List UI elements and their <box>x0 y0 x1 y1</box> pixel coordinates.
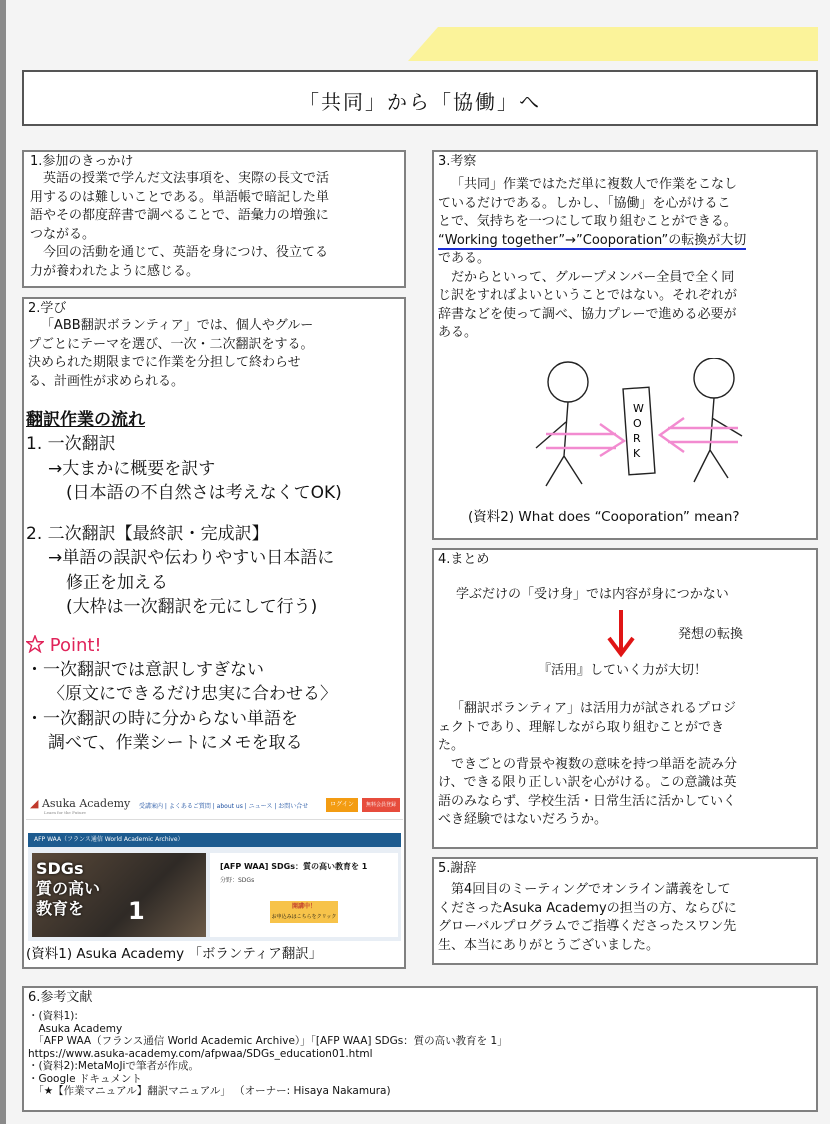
text-line: くださったAsuka Academyの担当の方、ならびに <box>438 900 737 916</box>
register-button: 無料会員登録 <box>362 798 400 812</box>
text-line: ェクトであり、理解しながら取り組むことができ <box>438 719 725 735</box>
archive-header: AFP WAA（フランス通信 World Academic Archive） <box>28 833 401 847</box>
highlight-line: “Working together”→”Cooporation”の転換が大切 <box>438 232 747 248</box>
stick-figure-right-head <box>694 358 734 398</box>
course-card <box>210 853 398 937</box>
section-heading: 4.まとめ <box>438 552 490 567</box>
step-line: (日本語の不自然さは考えなくてOK) <box>66 483 342 503</box>
text-line: 「ABB翻訳ボランティア」では、個人やグルー <box>41 318 314 333</box>
title-box <box>22 70 818 126</box>
section-discussion <box>432 150 818 540</box>
text-line: 用するのは難しいことである。単語帳で暗記した単 <box>30 189 330 205</box>
section-heading: 2.学び <box>28 301 67 316</box>
stick-figure-left-body <box>536 402 582 486</box>
text-line: 英語の授業で学んだ文法事項を、実際の長文で活 <box>43 171 330 186</box>
section-learning <box>22 297 406 969</box>
reference-line: 「★【作業マニュアル】翻訳マニュアル」 （オーナー: Hisaya Nakamura) <box>28 1085 391 1097</box>
course-title: [AFP WAA] SDGs：質の高い教育を 1 <box>220 862 368 871</box>
reference-line: Asuka Academy <box>28 1022 123 1035</box>
text-line: 辞書などを使って調べ、協力プレーで進める必要が <box>438 306 737 322</box>
reference-line: ・Google ドキュメント <box>28 1072 142 1085</box>
summary-line: 『活用』していく力が大切！ <box>538 663 708 678</box>
section-thanks <box>432 857 818 965</box>
down-arrow-icon <box>606 608 636 658</box>
site-nav: 受講案内 | よくあるご質問 | about us | ニュース | お問い合せ <box>139 803 309 810</box>
banner-corner <box>408 27 438 61</box>
pink-arrow-left <box>660 418 738 452</box>
text-line: できごとの背景や複数の意味を持つ単語を読み分 <box>451 756 738 772</box>
course-image <box>32 853 206 937</box>
section-heading: 3.考察 <box>438 154 477 169</box>
flow-title: 翻訳作業の流れ <box>26 410 145 430</box>
figure-caption: (資料1) Asuka Academy 「ボランティア翻訳」 <box>26 946 323 962</box>
work-letter: W <box>633 402 644 415</box>
work-letter: R <box>633 432 641 445</box>
text-line: グローバルプログラムでご指導くださったスワン先 <box>438 919 737 934</box>
site-logo: ◢ Asuka Academy Learn for the Future <box>30 797 131 815</box>
text-line: である。 <box>438 251 491 266</box>
text-line: 語やその都度辞書で調べることで、語彙力の増強に <box>30 208 329 223</box>
website-screenshot <box>26 793 403 943</box>
text-line: プごとにテーマを選び、一次・二次翻訳をする。 <box>28 336 314 352</box>
course-image-title: SDGs 質の高い 教育を <box>36 859 101 918</box>
work-letter: O <box>633 417 642 430</box>
text-line: 「翻訳ボランティア」は活用力が試されるプロジ <box>451 701 736 716</box>
text-line: た。 <box>438 738 465 753</box>
text-line: つながる。 <box>30 226 96 242</box>
text-line: 生、本当にありがとうございました。 <box>438 937 660 953</box>
reference-line: 「AFP WAA（フランス通信 World Academic Archive）」「[AFP WAA] SDGs：質の高い教育を 1」 <box>28 1035 508 1047</box>
step-line: →大まかに概要を訳す <box>48 458 216 479</box>
text-line: 語のみならず、学校生活・日常生活に活かしていく <box>438 793 736 809</box>
site-panel <box>28 833 401 941</box>
point-line: 〈原文にできるだけ忠実に合わせる〉 <box>48 684 337 704</box>
step-line: 修正を加える <box>66 572 168 593</box>
text-line: べき経験ではないだろうか。 <box>438 812 608 827</box>
course-image-number: 1 <box>128 897 145 925</box>
reference-line: ・(資料1): <box>28 1010 78 1022</box>
text-line: じ訳をすればよいということではない。それぞれが <box>438 288 738 303</box>
section-motivation <box>22 150 406 288</box>
text-line: 「共同」作業ではただ単に複数人で作業をこなし <box>451 177 738 192</box>
step-line: (大枠は一次翻訳を元にして行う) <box>66 597 318 617</box>
text-line: 今回の活動を通じて、英語を身につけ、役立てる <box>43 245 328 260</box>
login-button: ログイン <box>326 798 358 812</box>
stick-figure-right-body <box>694 398 742 482</box>
text-line: ある。 <box>438 325 478 340</box>
course-category: 分野：SDGs <box>220 877 255 884</box>
work-letter: K <box>633 447 641 460</box>
text-line: け、できる限り正しい訳を心がける。この意識は英 <box>438 775 737 790</box>
star-icon <box>26 635 44 653</box>
step-heading: 1. 一次翻訳 <box>26 434 116 454</box>
left-margin-bar <box>0 0 6 1124</box>
section-references <box>22 986 818 1112</box>
text-line: 決められた期限までに作業を分担して終わらせ <box>28 355 301 370</box>
text-line: る、計画性が求められる。 <box>28 373 185 389</box>
summary-line: 学ぶだけの「受け身」では内容が身につかない <box>456 587 729 602</box>
stick-figure-left-head <box>548 362 588 402</box>
text-line: とで、気持ちを一つにして取り組むことができる。 <box>438 214 737 229</box>
text-line: 力が養われたように感じる。 <box>30 263 200 279</box>
reference-line: ・(資料2):MetaMoJiで筆者が作成。 <box>28 1060 199 1072</box>
point-line: 調べて、作業シートにメモを取る <box>48 733 303 753</box>
point-text: Point! <box>49 634 102 656</box>
reference-url[interactable]: https://www.asuka-academy.com/afpwaa/SDGs_education01.html <box>28 1047 373 1060</box>
cooperation-illustration <box>530 358 770 508</box>
apply-button: 開講中！ お申込みはこちらをクリック <box>270 901 338 923</box>
header-banner <box>408 27 818 61</box>
text-line: 第4回目のミーティングでオンライン講義をして <box>451 882 731 897</box>
step-line: →単語の誤訳や伝わりやすい日本語に <box>48 548 335 568</box>
section-heading: 1.参加のきっかけ <box>30 154 134 169</box>
section-summary <box>432 548 818 849</box>
section-heading: 6.参考文献 <box>28 990 93 1005</box>
point-label <box>26 634 402 658</box>
figure-caption: (資料2) What does “Cooporation” mean? <box>468 509 740 525</box>
point-line: ・一次翻訳では意訳しすぎない <box>26 659 264 680</box>
site-header <box>26 793 403 820</box>
step-heading: 2. 二次翻訳【最終訳・完成訳】 <box>26 523 269 544</box>
text-line: だからといって、グループメンバー全員で全く同 <box>451 269 735 285</box>
section-heading: 5.謝辞 <box>438 861 477 876</box>
work-sign <box>623 387 655 475</box>
shift-label: 発想の転換 <box>678 627 744 642</box>
text-line: ているだけである。しかし、「協働」を心がけるこ <box>438 195 731 211</box>
page-title: 「共同」から「協働」へ <box>299 90 541 114</box>
point-line: ・一次翻訳の時に分からない単語を <box>26 708 298 729</box>
